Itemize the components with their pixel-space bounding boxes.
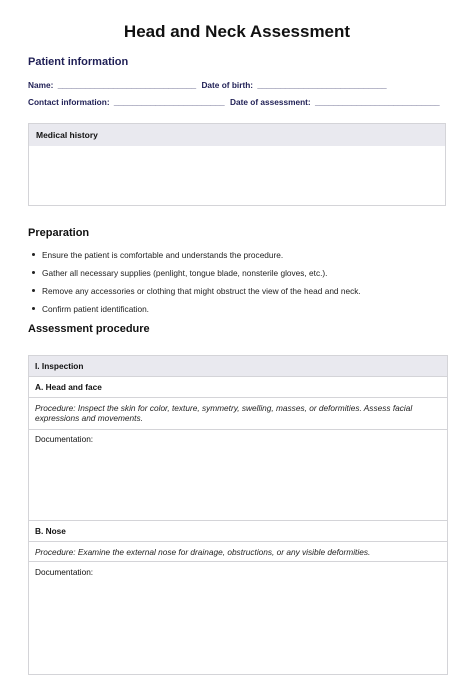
head-face-documentation-field[interactable] [29, 449, 447, 521]
medical-history-header: Medical history [29, 124, 445, 146]
page-title: Head and Neck Assessment [123, 22, 351, 41]
list-item: Ensure the patient is comfortable and understands the procedure. [28, 250, 448, 268]
list-item: Remove any accessories or clothing that might obstruct the view of the head and neck. [28, 286, 448, 304]
nose-documentation-field[interactable] [29, 582, 447, 672]
nose-documentation-label: Documentation: [35, 567, 94, 577]
patient-information-heading: Patient information [28, 56, 129, 68]
name-label: Name: [28, 80, 54, 90]
assessment-date-field[interactable]: ___________________________ [314, 97, 440, 107]
list-item: Gather all necessary supplies (penlight, tongue blade, nonsterile gloves, etc.). [28, 268, 448, 286]
head-face-documentation-label: Documentation: [35, 434, 94, 444]
preparation-heading: Preparation [28, 227, 90, 239]
dob-field[interactable]: ____________________________ [257, 80, 387, 90]
contact-date-row [28, 97, 448, 107]
preparation-list [28, 250, 448, 322]
head-face-procedure: Procedure: Inspect the skin for color, texture, symmetry, swelling, masses, or deformities. Assess facial expressions and movements. [29, 398, 447, 430]
nose-procedure: Procedure: Examine the external nose for drainage, obstructions, or any visible deformities. [29, 542, 447, 562]
medical-history-field[interactable] [29, 146, 445, 205]
dob-label: Date of birth: [201, 80, 254, 90]
contact-label: Contact information: [28, 97, 110, 107]
nose-title: B. Nose [29, 521, 447, 542]
assessment-procedure-heading: Assessment procedure [28, 323, 150, 335]
contact-field[interactable]: ________________________ [113, 97, 225, 107]
head-face-title: A. Head and face [29, 377, 447, 398]
assessment-date-label: Date of assessment: [229, 97, 311, 107]
name-field[interactable]: ______________________________ [57, 80, 197, 90]
medical-history-box [28, 123, 446, 206]
section-inspection-header: I. Inspection [29, 356, 447, 377]
assessment-table [28, 355, 448, 675]
name-dob-row [28, 80, 448, 90]
list-item: Confirm patient identification. [28, 304, 448, 322]
